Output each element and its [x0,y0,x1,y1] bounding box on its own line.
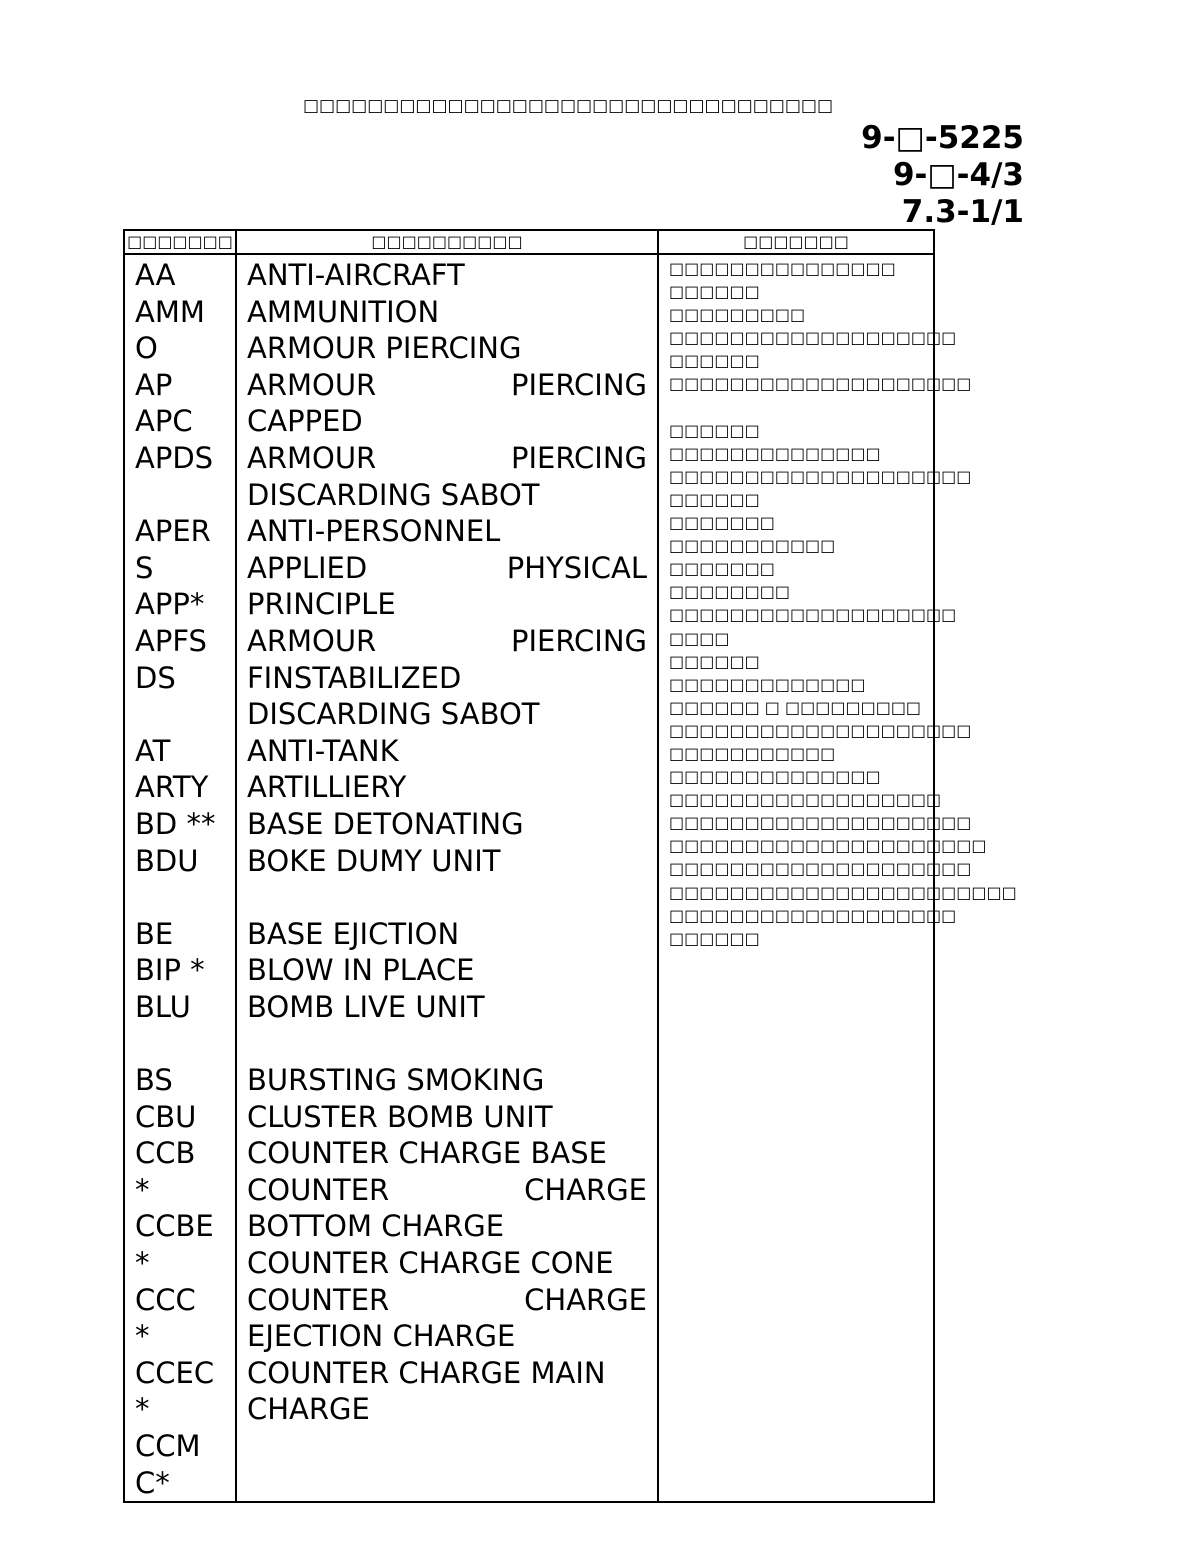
full-name-line: BOMB LIVE UNIT [247,989,485,1024]
abbreviation-line: BE [135,916,174,951]
meaning-line: □□□□□□□□□□□□□□□□□□ [669,790,942,810]
abbreviation-line: ARTY [135,770,209,805]
meaning-line: □□□□□□□□□□□□□□□□□□□ [669,605,957,625]
abbreviation-table [123,229,1017,1503]
abbreviation-line: CCEC [135,1355,215,1390]
abbreviation-line: BS [135,1063,173,1098]
full-name-line: ANTI-TANK [247,733,399,768]
full-name-word: PHYSICAL [506,550,647,585]
meaning-line: □□□□□□□□□□□□□□□□□□□□□ [669,836,987,856]
full-name-line: FINSTABILIZED [247,660,462,695]
full-name-line: CAPPED [247,404,363,439]
full-name-word: ARMOUR [247,623,377,658]
meaning-line: □□□□ [669,628,730,648]
abbreviation-line: * [135,1246,150,1281]
full-name-line: EJECTION CHARGE [247,1319,516,1354]
full-name-line: DISCARDING SABOT [247,477,540,512]
full-name-line: BOTTOM CHARGE [247,1209,505,1244]
abbreviation-line: * [135,1392,150,1427]
abbreviation-line: APDS [135,440,214,475]
meaning-line: □□□□□□□□ [669,582,790,602]
meaning-line: □□□□□□ [669,489,760,509]
abbreviation-column [124,254,236,1502]
full-name-line [247,440,647,477]
meaning-line: □□□□□□□□□□□□□□□ [669,259,896,278]
meaning-line: □□□□□□ [669,282,760,302]
meaning-line: □□□□□□□□□□□□□□ [669,767,881,787]
full-name-line: DISCARDING SABOT [247,697,540,732]
meaning-line: □□□□□□□□□□□□□□ [669,443,881,463]
full-name-column [236,254,658,1502]
meaning-line: □□□□□□□□□□□□□□□□□□□ [669,905,957,925]
full-name-line: BOKE DUMY UNIT [247,843,501,878]
meaning-line [669,396,929,419]
meaning-line: □□□□□□□□□□□□□□□□□□□□ [669,720,972,740]
abbreviation-line: APFS [135,623,207,658]
abbreviation-line: * [135,1319,150,1354]
meaning-line: □□□□□□ [669,420,760,440]
full-name-line: COUNTER CHARGE MAIN [247,1355,606,1390]
full-name-line: BLOW IN PLACE [247,953,475,988]
abbreviation-line: BLU [135,989,191,1024]
abbreviation-line [135,696,235,733]
full-name-line: BASE EJICTION [247,916,460,951]
header-full-name: □□□□□□□□□□ [236,230,658,254]
full-name-word: COUNTER [247,1172,390,1207]
full-name-line [247,1172,647,1209]
full-name-line: COUNTER CHARGE CONE [247,1246,614,1281]
full-name-line: ARTILLIERY [247,770,407,805]
header-abbreviation: □□□□□□□ [124,230,236,254]
abbreviation-line: S [135,550,154,585]
abbreviation-line: C* [135,1465,170,1500]
meaning-line: □□□□□□□□□□□ [669,536,836,556]
meaning-line: □□□□□□□□□□□□□□□□□□□□ [669,813,972,833]
abbreviation-line: O [135,331,158,366]
header-meaning: □□□□□□□ [658,230,934,254]
full-name-word: PIERCING [510,440,647,475]
meaning-line: □□□□□□□□□ [669,305,806,325]
meaning-line: □□□□□□□ [669,559,775,579]
full-name-word: CHARGE [524,1172,647,1207]
abbreviation-line: AP [135,367,173,402]
abbreviation-line: CBU [135,1099,197,1134]
full-name-line: BURSTING SMOKING [247,1063,545,1098]
full-name-line: ARMOUR PIERCING [247,331,522,366]
abbreviation-line: * [135,1172,150,1207]
abbreviation-line: CCBE [135,1209,214,1244]
meaning-line: □□□□□□□□□□□□□□□□□□□□ [669,859,972,879]
abbreviation-line: CCM [135,1429,201,1463]
full-name-line [247,550,647,587]
full-name-line [247,879,647,916]
meaning-line: □□□□□□□□□□□□□□□□□□□□□□□ [669,882,1017,902]
meaning-line: □□□□□□□□□□□□□ [669,674,866,694]
full-name-line [247,1282,647,1319]
meaning-column [658,254,1017,1502]
meaning-line: □□□□□□ [669,351,760,371]
document-code-block [861,120,1024,231]
abbreviation-line: CCC [135,1282,196,1317]
meaning-line: □□□□□□□□□□□□□□□□□□□ [669,328,957,348]
full-name-word: COUNTER [247,1282,390,1317]
document-code-2: 9-□-4/3 [892,157,1024,193]
abbreviation-line: DS [135,660,176,695]
abbreviation-line: BIP * [135,953,205,988]
full-name-line [247,367,647,404]
page-header-text: □□□□□□□□□□□□□□□□□□□□□□□□□□□□□□□□□ [302,96,834,116]
meaning-line: □□□□□□□□□□□ [669,743,836,763]
abbreviation-line [135,879,235,916]
abbreviation-line: AMM [135,294,205,329]
full-name-line: PRINCIPLE [247,587,396,622]
abbreviation-line: BDU [135,843,199,878]
abbreviation-line: BD ** [135,806,216,841]
full-name-line [247,1025,647,1062]
document-code-3: 7.3-1/1 [901,194,1024,230]
full-name-line: BASE DETONATING [247,806,524,841]
document-code-1: 9-□-5225 [861,120,1024,156]
abbreviation-line: CCB [135,1136,196,1171]
meaning-line: □□□□□□□□□□□□□□□□□□□□ [669,466,972,486]
full-name-line: ANTI-AIRCRAFT [247,258,465,292]
abbreviation-line: APER [135,514,211,549]
abbreviation-line [135,1025,235,1062]
full-name-word: CHARGE [524,1282,647,1317]
abbreviation-line: APP* [135,587,205,622]
meaning-line: □□□□□□ □ □□□□□□□□□ [669,697,922,717]
full-name-word: APPLIED [247,550,368,585]
full-name-line: AMMUNITION [247,294,440,329]
abbreviation-line: AA [135,258,176,292]
full-name-line: CHARGE [247,1392,370,1427]
full-name-word: ARMOUR [247,440,377,475]
full-name-line: COUNTER CHARGE BASE [247,1136,607,1171]
abbreviation-line: AT [135,733,171,768]
abbreviation-line: APC [135,404,193,439]
meaning-line: □□□□□□□ [669,513,775,533]
full-name-word: PIERCING [510,623,647,658]
table-row [124,254,934,1502]
meaning-line: □□□□□□ [669,928,760,948]
full-name-word: ARMOUR [247,367,377,402]
meaning-line: □□□□□□□□□□□□□□□□□□□□ [669,374,972,394]
full-name-word: PIERCING [510,367,647,402]
meaning-line: □□□□□□ [669,651,760,671]
table-header-row [124,230,934,254]
full-name-line [247,623,647,660]
full-name-line: CLUSTER BOMB UNIT [247,1099,553,1134]
full-name-line: ANTI-PERSONNEL [247,514,501,549]
abbreviation-line [135,477,235,514]
